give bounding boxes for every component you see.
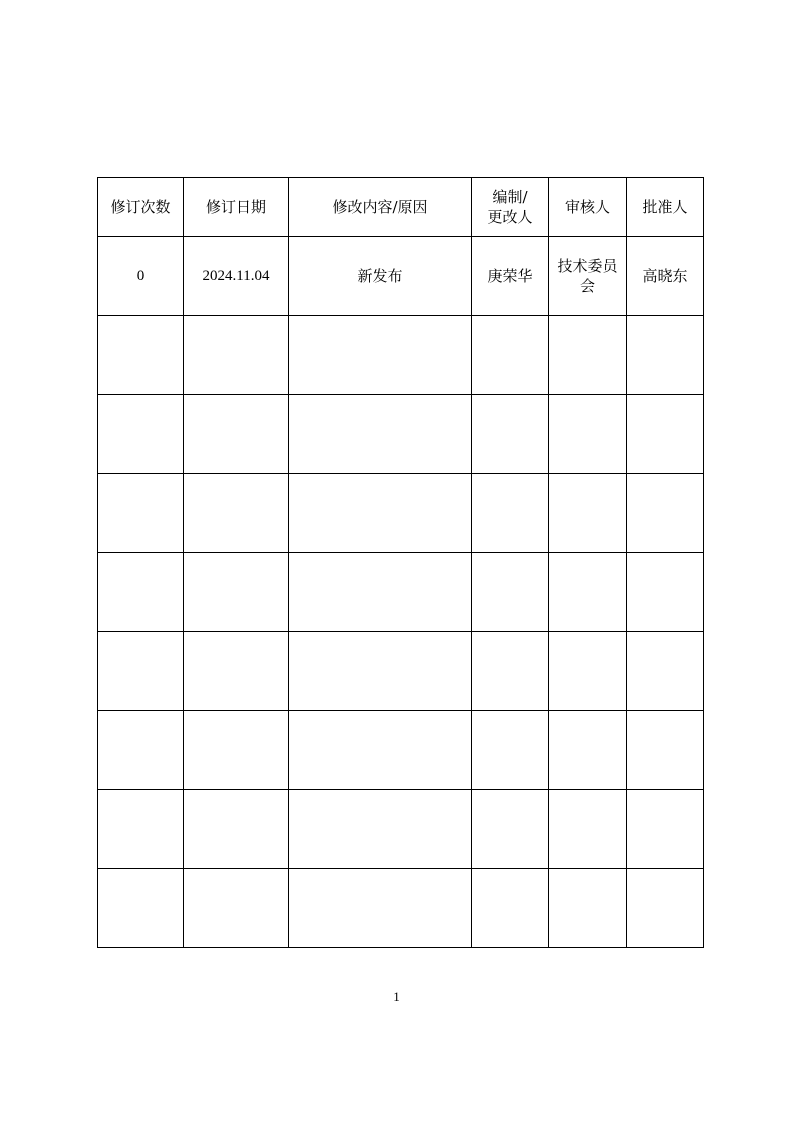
cell-editor <box>472 711 549 790</box>
cell-editor <box>472 790 549 869</box>
cell-revision-date <box>184 711 289 790</box>
cell-revision-date <box>184 474 289 553</box>
header-editor: 编制/ 更改人 <box>472 178 549 237</box>
cell-revision-number <box>98 790 184 869</box>
cell-revision-date: 2024.11.04 <box>184 237 289 316</box>
cell-editor <box>472 553 549 632</box>
cell-revision-date <box>184 790 289 869</box>
cell-revision-number: 0 <box>98 237 184 316</box>
cell-reviewer <box>549 869 627 948</box>
table-row <box>98 869 704 948</box>
table-row <box>98 474 704 553</box>
cell-approver <box>627 632 704 711</box>
table-row <box>98 790 704 869</box>
table-header-row <box>98 178 704 237</box>
cell-editor <box>472 474 549 553</box>
header-approver: 批准人 <box>627 178 704 237</box>
cell-change-content <box>289 632 472 711</box>
cell-approver <box>627 869 704 948</box>
cell-change-content <box>289 869 472 948</box>
cell-editor <box>472 395 549 474</box>
cell-change-content <box>289 553 472 632</box>
page-number: 1 <box>393 989 400 1004</box>
cell-revision-date <box>184 316 289 395</box>
cell-reviewer <box>549 553 627 632</box>
cell-revision-number <box>98 711 184 790</box>
cell-change-content <box>289 711 472 790</box>
header-revision-date: 修订日期 <box>184 178 289 237</box>
cell-revision-number <box>98 474 184 553</box>
cell-revision-number <box>98 553 184 632</box>
cell-approver <box>627 553 704 632</box>
cell-reviewer <box>549 395 627 474</box>
cell-revision-number <box>98 316 184 395</box>
table-row <box>98 553 704 632</box>
header-revision-number: 修订次数 <box>98 178 184 237</box>
cell-change-content <box>289 316 472 395</box>
cell-approver <box>627 790 704 869</box>
cell-approver: 高晓东 <box>627 237 704 316</box>
cell-approver <box>627 395 704 474</box>
cell-revision-date <box>184 632 289 711</box>
cell-change-content <box>289 474 472 553</box>
cell-revision-number <box>98 632 184 711</box>
cell-change-content <box>289 790 472 869</box>
table-row <box>98 395 704 474</box>
table-row <box>98 632 704 711</box>
cell-editor: 庚荣华 <box>472 237 549 316</box>
cell-approver <box>627 711 704 790</box>
cell-revision-number <box>98 395 184 474</box>
table-row <box>98 711 704 790</box>
cell-change-content <box>289 395 472 474</box>
cell-approver <box>627 474 704 553</box>
cell-revision-date <box>184 869 289 948</box>
cell-reviewer <box>549 711 627 790</box>
cell-reviewer <box>549 474 627 553</box>
cell-editor <box>472 632 549 711</box>
cell-revision-date <box>184 395 289 474</box>
cell-reviewer: 技术委员会 <box>549 237 627 316</box>
cell-reviewer <box>549 632 627 711</box>
cell-change-content: 新发布 <box>289 237 472 316</box>
cell-revision-number <box>98 869 184 948</box>
cell-editor <box>472 316 549 395</box>
cell-revision-date <box>184 553 289 632</box>
table-row <box>98 316 704 395</box>
table-row <box>98 237 704 316</box>
revision-history-table <box>97 177 704 948</box>
cell-approver <box>627 316 704 395</box>
cell-reviewer <box>549 316 627 395</box>
cell-editor <box>472 869 549 948</box>
cell-reviewer <box>549 790 627 869</box>
header-reviewer: 审核人 <box>549 178 627 237</box>
header-change-content: 修改内容/原因 <box>289 178 472 237</box>
